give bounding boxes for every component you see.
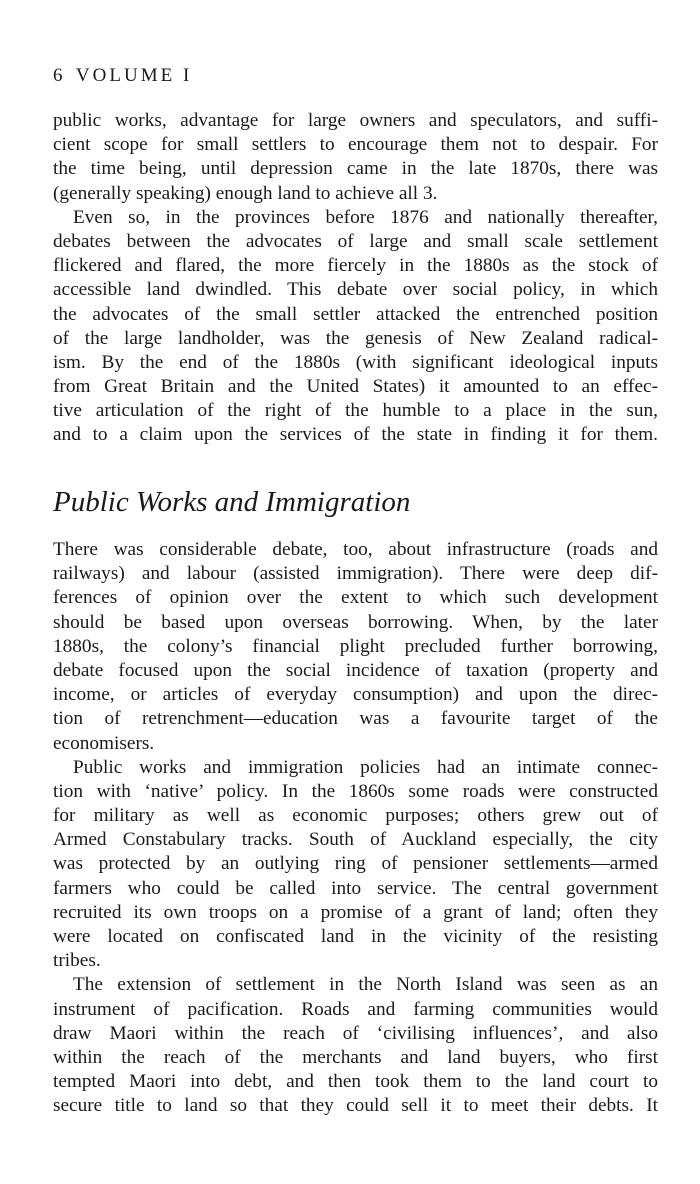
running-head xyxy=(53,64,192,88)
paragraph-block-1 xyxy=(53,109,658,448)
text-line: tribes. xyxy=(53,950,101,972)
text-line: the time being, until depression came in the late 1870s, there was xyxy=(53,158,658,180)
text-line: economisers. xyxy=(53,732,155,754)
text-line: recruited its own troops on a promise of a grant of land; often they xyxy=(53,901,658,923)
text-line: ism. By the end of the 1880s (with significant ideological inputs xyxy=(53,351,658,373)
text-line: debates between the advocates of large and small scale settlement xyxy=(53,230,658,252)
page-number: 6 xyxy=(53,65,63,86)
text-line: railways) and labour (assisted immigration). There were deep dif- xyxy=(53,563,658,585)
text-line: There was considerable debate, too, about infrastructure (roads and xyxy=(53,539,658,560)
text-line: tion with ‘native’ policy. In the 1860s some roads were constructed xyxy=(53,780,658,802)
text-line: secure title to land so that they could sell it to meet their debts. It xyxy=(53,1095,658,1117)
text-line: 1880s, the colony’s financial plight precluded further borrowing, xyxy=(53,635,658,657)
text-line: Even so, in the provinces before 1876 and nationally thereafter, xyxy=(73,206,658,228)
text-line: Public works and immigration policies had an intimate connec- xyxy=(73,756,658,778)
text-line: Armed Constabulary tracks. South of Auckland especially, the city xyxy=(53,829,658,851)
text-line: draw Maori within the reach of ‘civilising influences’, and also xyxy=(53,1022,658,1044)
text-line: were located on confiscated land in the vicinity of the resisting xyxy=(53,926,658,947)
text-line: debate focused upon the social incidence of taxation (property and xyxy=(53,659,658,681)
text-line: and to a claim upon the services of the state in finding it for them. xyxy=(53,424,658,446)
text-line: for military as well as economic purposes; others grew out of xyxy=(53,805,658,827)
text-line: ferences of opinion over the extent to which such development xyxy=(53,587,658,609)
text-line: The extension of settlement in the North Island was seen as an xyxy=(73,974,658,996)
text-line: accessible land dwindled. This debate over social policy, in which xyxy=(53,279,658,301)
text-line: tempted Maori into debt, and then took them to the land court to xyxy=(53,1071,658,1093)
text-line: tive articulation of the right of the humble to a place in the sun, xyxy=(53,400,658,422)
volume-label: VOLUME I xyxy=(75,65,193,86)
text-line: (generally speaking) enough land to achieve all 3. xyxy=(53,182,438,204)
text-line: flickered and flared, the more fiercely in the 1880s as the stock of xyxy=(53,255,658,277)
text-line: income, or articles of everyday consumption) and upon the direc- xyxy=(53,684,658,706)
paragraph-block-2 xyxy=(53,538,658,1119)
text-line: cient scope for small settlers to encourage them not to despair. For xyxy=(53,134,658,156)
text-line: public works, advantage for large owners and speculators, and suffi- xyxy=(53,110,658,131)
text-line: was protected by an outlying ring of pensioner settlements—armed xyxy=(53,853,658,875)
text-line: from Great Britain and the United States) it amounted to an effec- xyxy=(53,376,658,398)
text-line: should be based upon overseas borrowing. When, by the later xyxy=(53,611,658,633)
text-line: farmers who could be called into service. The central government xyxy=(53,877,658,899)
text-line: tion of retrenchment—education was a favourite target of the xyxy=(53,708,658,730)
text-line: instrument of pacification. Roads and farming communities would xyxy=(53,998,658,1020)
text-line: the advocates of the small settler attacked the entrenched position xyxy=(53,303,658,325)
section-heading: Public Works and Immigration xyxy=(53,486,411,518)
text-line: of the large landholder, was the genesis of New Zealand radical- xyxy=(53,327,658,349)
text-line: within the reach of the merchants and land buyers, who first xyxy=(53,1046,658,1068)
